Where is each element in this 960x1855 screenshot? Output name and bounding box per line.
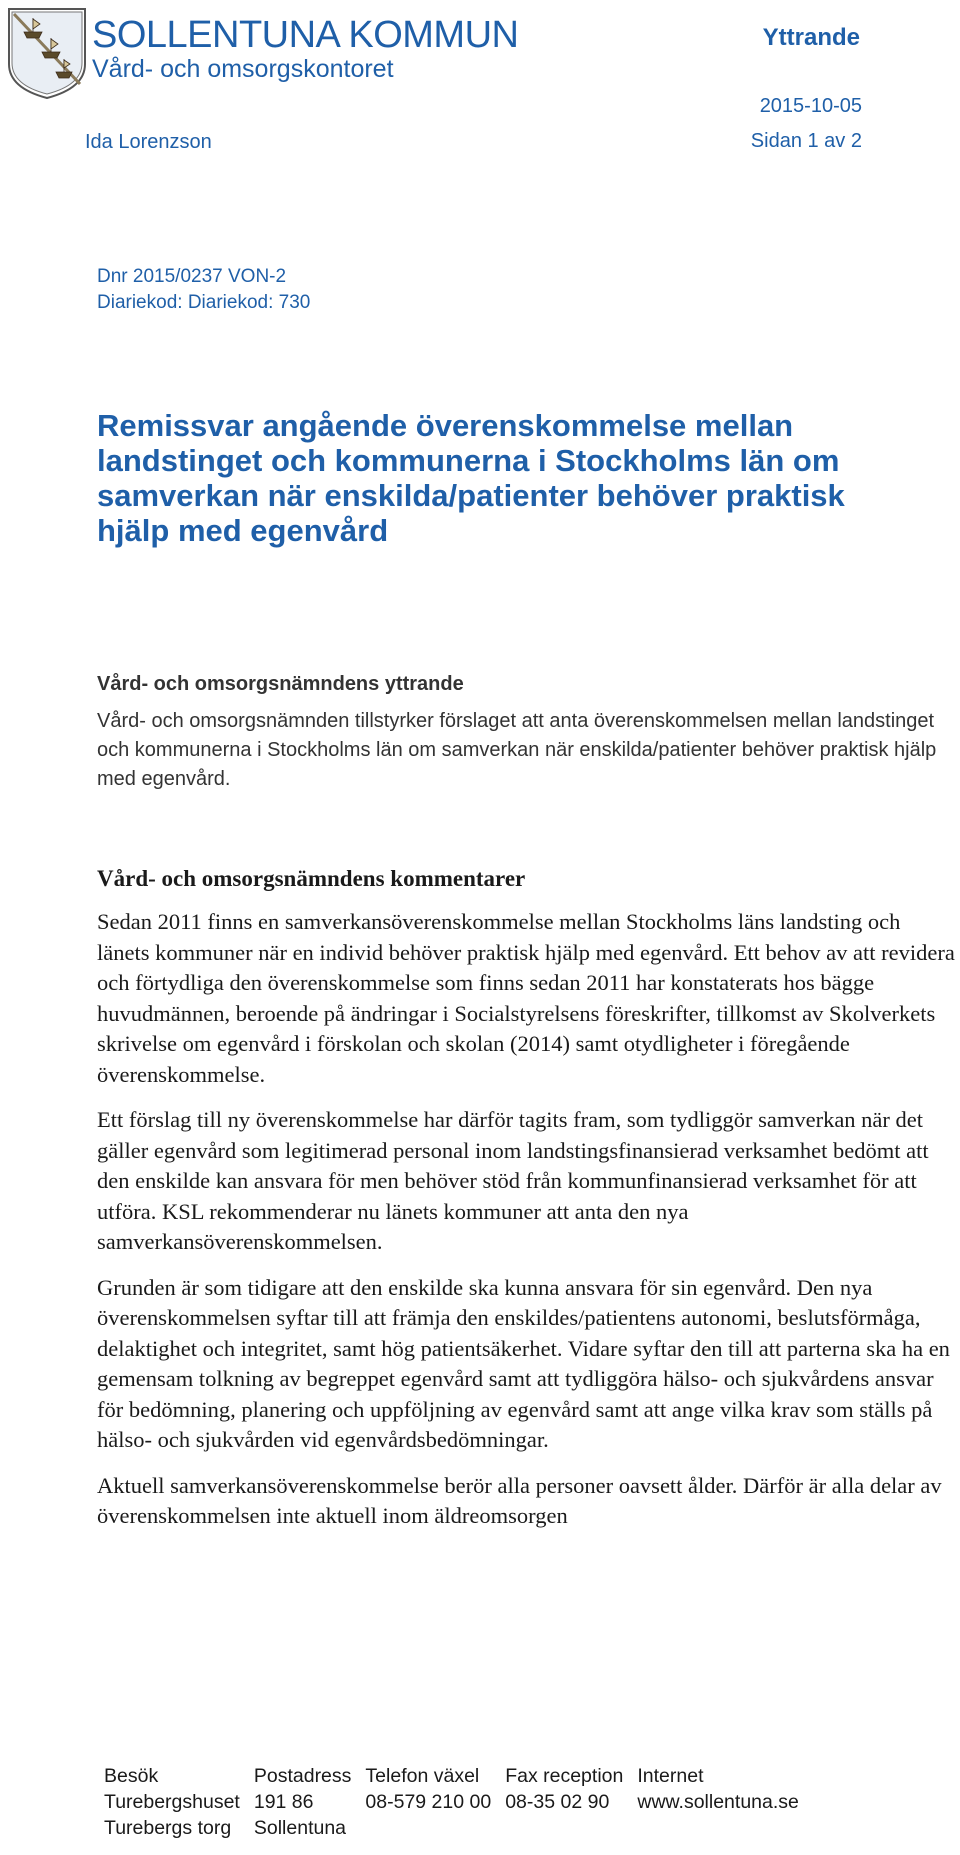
document-type: Yttrande [762, 24, 860, 51]
organization-name: SOLLENTUNA KOMMUN [92, 14, 519, 56]
footer-empty-cell [505, 1815, 637, 1841]
statement-heading: Vård- och omsorgsnämndens yttrande [97, 673, 464, 695]
footer-postal-code: 191 86 [253, 1791, 314, 1813]
footer-phone: 08-579 210 00 [365, 1791, 492, 1813]
footer-label-fax: Fax reception [505, 1765, 624, 1787]
footer-header-row [104, 1763, 813, 1789]
comments-heading: Vård- och omsorgsnämndens kommentarer [97, 866, 526, 891]
comments-paragraph: Aktuell samverkansöverenskommelse berör alla personer oavsett ålder. Därför är alla delar av överenskommelsen inte aktuell inom äldreomsorgen [97, 1472, 942, 1528]
coat-of-arms-ship-icon [6, 6, 88, 100]
comments-paragraph: Grunden är som tidigare att den enskilde ska kunna ansvara för sin egenvård. Den nya överenskommelsen syftar till att främja den enskildes/patientens autonomi, beslutsförmåga, delaktighet och integritet, samt hög patientsäkerhet. Vidare syftar den till att parterna ska ha en gemensam tolkning av begreppet egenvård samt att tydliggöra hälso- och sjukvårdens ansvar för bedömning, planering och uppföljning av egenvård samt att ange vilka krav som ställs på hälso- och sjukvården vid egenvårdsbedömningar. [97, 1274, 950, 1452]
document-title: Remissvar angående överenskommelse mellan landstinget och kommunerna i Stockholms län om samverkan när enskilda/patienter behöver praktisk hjälp med egenvård [97, 408, 845, 548]
comments-paragraph: Sedan 2011 finns en samverkansöverenskommelse mellan Stockholms läns landsting och länets kommuner när en individ behöver praktisk hjälp med egenvård. Ett behov av att revidera och förtydliga den överenskommelse som finns sedan 2011 har konstaterats hos bägge huvudmännen, beroende på ändringar i Socialstyrelsens föreskrifter, tillkomst av Skolverkets skrivelse om egenvård i förskolan och skolan (2014) samt otydligheter i föregående överenskommelse. [97, 909, 955, 1087]
comments-paragraph: Ett förslag till ny överenskommelse har därför tagits fram, som tydliggör samverkan när det gäller egenvård som legitimerad personal inom landstingsfinansierad verksamhet bedömt att den enskilde kan ansvara för men behöver stöd från kommunfinansierad verksamhet för att utföra. KSL rekommenderar nu länets kommuner att anta den nya samverkansöverenskommelsen. [97, 1107, 929, 1254]
footer-visit-street: Turebergs torg [104, 1817, 232, 1839]
footer-empty-cell [637, 1815, 813, 1841]
footer-postal-city: Sollentuna [253, 1817, 347, 1839]
department-name: Vård- och omsorgskontoret [92, 55, 394, 83]
diary-code: Diariekod: Diariekod: 730 [97, 292, 311, 313]
footer-visit-address: Turebergshuset [104, 1791, 240, 1813]
footer-label-postal: Postadress [253, 1765, 352, 1787]
page-number: Sidan 1 av 2 [750, 130, 862, 152]
registration-number: Dnr 2015/0237 VON-2 [97, 266, 287, 287]
footer-row [104, 1789, 813, 1815]
document-date: 2015-10-05 [759, 95, 862, 117]
footer-label-visit: Besök [104, 1765, 159, 1787]
statement-text: Vård- och omsorgsnämnden tillstyrker förslaget att anta överenskommelsen mellan landstinget och kommunerna i Stockholms län om samverkan när enskilda/patienter behöver praktisk hjälp med egenvård. [97, 710, 937, 790]
footer-contact-table [104, 1763, 813, 1841]
footer-label-phone: Telefon växel [365, 1765, 480, 1787]
footer-fax: 08-35 02 90 [505, 1791, 610, 1813]
comments-body [97, 907, 957, 1547]
footer-website-link[interactable]: www.sollentuna.se [637, 1791, 799, 1813]
footer-row [104, 1815, 813, 1841]
footer-empty-cell [365, 1815, 505, 1841]
author-name: Ida Lorenzson [85, 131, 212, 153]
footer-label-internet: Internet [637, 1765, 704, 1787]
